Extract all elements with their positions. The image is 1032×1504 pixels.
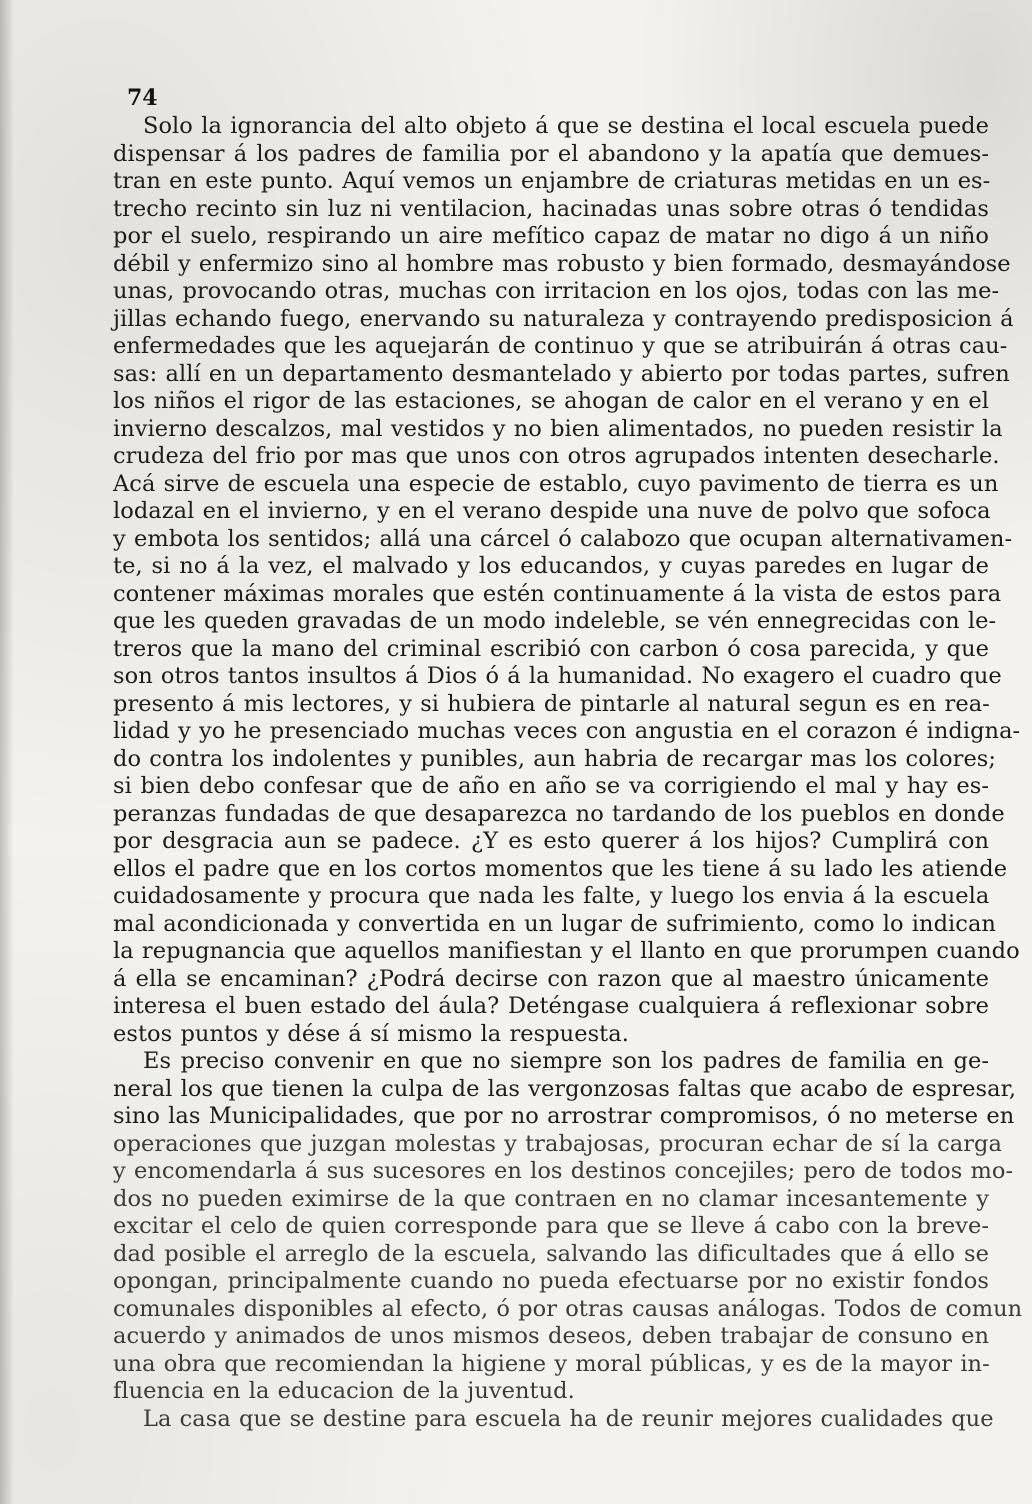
text-line: te, si no á la vez, el malvado y los educandos, y cuyas paredes en lugar de (113, 553, 989, 579)
text-line: la repugnancia que aquellos manifiestan y el llanto en que prorumpen cuando (113, 938, 1020, 964)
text-line: si bien debo confesar que de año en año se va corrigiendo el mal y hay es- (113, 773, 989, 799)
text-line: tran en este punto. Aquí vemos un enjambre de criaturas metidas en un es- (113, 168, 991, 194)
paragraph-1 (113, 113, 1021, 1048)
text-line: neral los que tienen la culpa de las vergonzosas faltas que acabo de espresar, (113, 1075, 1017, 1102)
body-text (113, 113, 1023, 1433)
text-line: unas, provocando otras, muchas con irritacion en los ojos, todas con las me- (113, 278, 1000, 304)
text-line: y embota los sentidos; allá una cárcel ó calabozo que ocupan alternativamen- (113, 525, 1013, 552)
text-line: Solo la ignorancia del alto objeto á que se destina el local escuela puede (143, 113, 989, 139)
text-line: Acá sirve de escuela una especie de establo, cuyo pavimento de tierra es un (113, 470, 999, 497)
paragraph-2 (113, 1048, 1023, 1406)
text-line: por el suelo, respirando un aire mefítico capaz de matar no digo á un niño (113, 223, 989, 249)
text-line: ellos el padre que en los cortos momentos que les tiene á su lado les atiende (113, 855, 1008, 882)
text-line: sino las Municipalidades, que por no arrostrar compromisos, ó no meterse en (113, 1103, 1015, 1129)
text-line: comunales disponibles al efecto, ó por otras causas análogas. Todos de comun (113, 1295, 1023, 1322)
text-line: La casa que se destine para escuela ha de reunir mejores cualidades que (143, 1405, 994, 1432)
text-line: mal acondicionada y convertida en un lugar de sufrimiento, como lo indican (113, 910, 996, 937)
text-line: contener máximas morales que estén continuamente á la vista de estos para (113, 580, 1002, 607)
text-line: peranzas fundadas de que desaparezca no tardando de los pueblos en donde (113, 800, 1005, 827)
text-line: enfermedades que les aquejarán de continuo y que se atribuirán á otras cau- (113, 333, 1008, 359)
text-line: opongan, principalmente cuando no pueda efectuarse por no existir fondos (113, 1268, 989, 1294)
text-line: dad posible el arreglo de la escuela, salvando las dificultades que á ello se (113, 1240, 989, 1267)
text-line: Es preciso convenir en que no siempre son los padres de familia en ge- (143, 1048, 989, 1074)
text-line: lidad y yo he presenciado muchas veces con angustia en el corazon é indigna- (113, 718, 1021, 744)
text-line: lodazal en el invierno, y en el verano despide una nuve de polvo que sofoca (113, 498, 991, 524)
text-line: do contra los indolentes y punibles, aun habria de recargar mas los colores; (113, 745, 997, 772)
text-line: sas: allí en un departamento desmantelado y abierto por todas partes, sufren (113, 360, 1010, 387)
text-line: invierno descalzos, mal vestidos y no bien alimentados, no pueden resistir la (113, 415, 1003, 442)
page-number: 74 (127, 85, 158, 111)
text-line: treros que la mano del criminal escribió con carbon ó cosa parecida, y que (113, 635, 989, 662)
text-line: por desgracia aun se padece. ¿Y es esto querer á los hijos? Cumplirá con (113, 828, 989, 854)
text-line: los niños el rigor de las estaciones, se ahogan de calor en el verano y en el (113, 388, 989, 414)
text-line: estos puntos y dése á sí mismo la respuesta. (113, 1020, 629, 1047)
text-line: y encomendarla á sus sucesores en los destinos concejiles; pero de todos mo- (113, 1158, 1014, 1184)
text-line: excitar el celo de quien corresponde para que se lleve á cabo con la breve- (113, 1213, 989, 1239)
text-line: son otros tantos insultos á Dios ó á la humanidad. No exagero el cuadro que (113, 663, 1002, 689)
text-line: débil y enfermizo sino al hombre mas robusto y bien formado, desmayándose (113, 250, 1011, 277)
text-line: interesa el buen estado del áula? Deténgase cualquiera á reflexionar sobre (113, 993, 989, 1019)
text-line: acuerdo y animados de unos mismos deseos, deben trabajar de consuno en (113, 1323, 989, 1349)
text-line: á ella se encaminan? ¿Podrá decirse con razon que al maestro únicamente (113, 965, 989, 992)
text-line: presento á mis lectores, y si hubiera de pintarle al natural segun es en rea- (113, 690, 990, 717)
text-line: una obra que recomiendan la higiene y moral públicas, y es de la mayor in- (113, 1350, 990, 1377)
text-line: cuidadosamente y procura que nada les falte, y luego los envia á la escuela (113, 883, 990, 909)
text-line: crudeza del frio por mas que unos con otros agrupados intenten desecharle. (113, 443, 1000, 469)
text-line: jillas echando fuego, enervando su naturaleza y contrayendo predisposicion á (113, 305, 1014, 332)
text-line: que les queden gravadas de un modo indeleble, se vén ennegrecidas con le- (113, 608, 997, 634)
text-line: fluencia en la educacion de la juventud. (113, 1378, 575, 1404)
text-line: dos no pueden eximirse de la que contraen en no clamar incesantemente y (113, 1185, 989, 1212)
page-edge-shadow (0, 0, 14, 1504)
text-line: operaciones que juzgan molestas y trabajosas, procuran echar de sí la carga (113, 1130, 1002, 1157)
paragraph-3 (113, 1405, 994, 1434)
text-line: dispensar á los padres de familia por el abandono y la apatía que demues- (113, 140, 989, 167)
text-line: trecho recinto sin luz ni ventilacion, hacinadas unas sobre otras ó tendidas (113, 195, 989, 222)
